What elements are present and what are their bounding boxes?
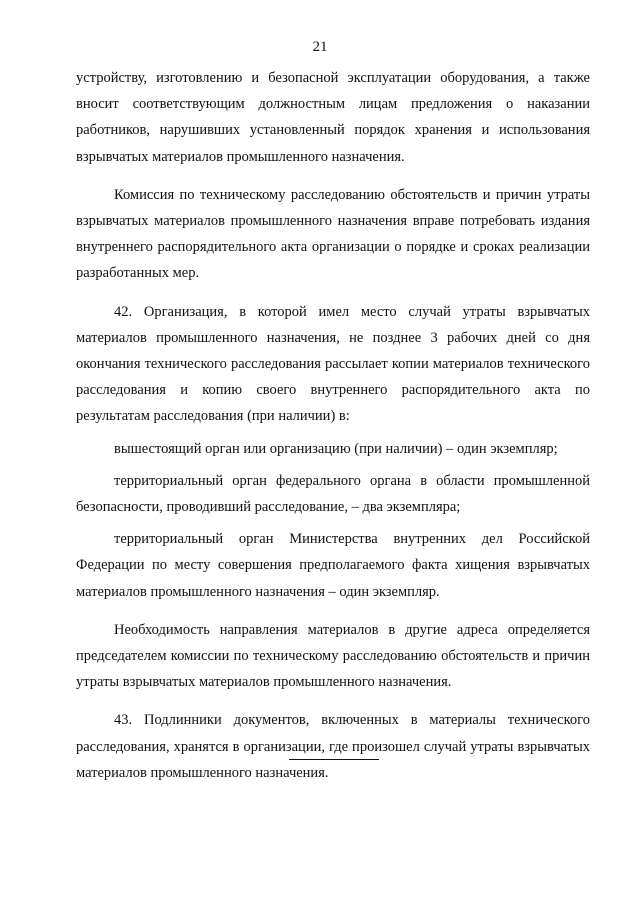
paragraph-continuation: устройству, изготовлению и безопасной эксплуатации оборудования, а также вносит соответствующим должностным лицам предложения о наказании работников, нарушивших установленный порядок хранения и использования взрывчатых материалов промышленного назначения. <box>76 70 590 165</box>
paragraph-43: 43. Подлинники документов, включенных в материалы технического расследования, хранятся в организации, где произошел случай утраты взрывчатых материалов промышленного назначения. <box>76 712 590 781</box>
page-number: 21 <box>312 39 328 55</box>
paragraph-42: 42. Организация, в которой имел место случай утраты взрывчатых материалов промышленного назначения, не позднее 3 рабочих дней со дня окончания технического расследования рассылает копии материалов технического расследования и копию своего внутреннего распорядительного акта по результатам расследования (при наличии) в: <box>76 303 590 425</box>
end-of-document-rule <box>289 759 379 760</box>
list-item-territorial-mvd-body: территориальный орган Министерства внутренних дел Российской Федерации по месту совершения предполагаемого факта хищения взрывчатых материалов промышленного назначения – один экземпляр. <box>76 531 590 600</box>
document-body <box>76 65 590 786</box>
list-item-territorial-federal-body: территориальный орган федерального органа в области промышленной безопасности, проводивший расследование, – два экземпляра; <box>76 472 590 516</box>
paragraph-commission-right: Комиссия по техническому расследованию обстоятельств и причин утраты взрывчатых материалов промышленного назначения вправе потребовать издания внутреннего распорядительного акта организации о порядке и сроках реализации разработанных мер. <box>76 186 590 282</box>
paragraph-other-addresses: Необходимость направления материалов в другие адреса определяется председателем комиссии по техническому расследованию обстоятельств и причин утраты взрывчатых материалов промышленного назначения. <box>76 621 590 691</box>
list-item-superior-body: вышестоящий орган или организацию (при наличии) – один экземпляр; <box>114 440 558 457</box>
